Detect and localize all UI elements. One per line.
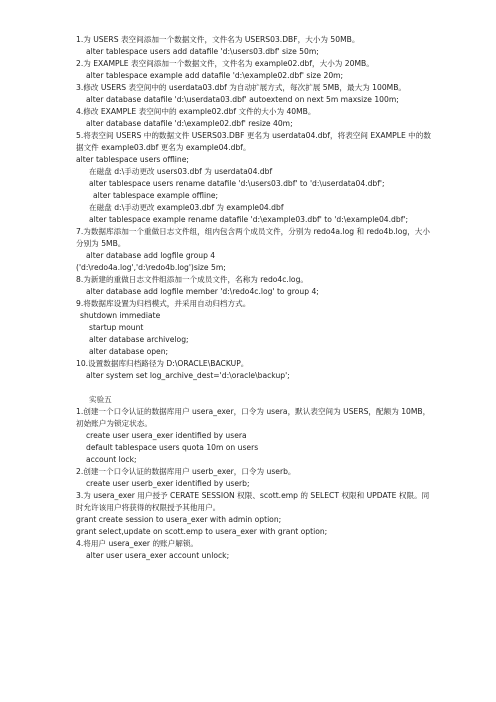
- code-line: alter tablespace users add datafile 'd:\users03.dbf' size 50m;: [86, 47, 319, 56]
- code-line: alter database archivelog;: [89, 335, 189, 344]
- code-line: alter tablespace example add datafile 'd:\example02.dbf' size 20m;: [86, 71, 344, 80]
- code-line: create user userb_exer identified by userb;: [86, 479, 250, 488]
- item-9-heading: 9.将数据库设置为归档模式，并采用自动归档方式。: [76, 299, 251, 308]
- item-1-heading: 1.为 USERS 表空间添加一个数据文件，文件名为 USERS03.DBF，大小为 50MB。: [76, 35, 360, 44]
- code-line: alter tablespace example rename datafile 'd:\example03.dbf' to 'd:\example04.dbf';: [89, 215, 409, 224]
- code-line: grant create session to usera_exer with admin option;: [76, 515, 282, 524]
- item-8-heading: 8.为新建的重做日志文件组添加一个成员文件，名称为 redo4c.log。: [76, 275, 308, 284]
- item-4-heading: 4.将用户 usera_exer 的账户解锁。: [76, 539, 199, 548]
- code-line: alter database datafile 'd:\userdata03.dbf' autoextend on next 5m maxsize 100m;: [86, 95, 399, 104]
- note-line: 在磁盘 d:\手动更改 users03.dbf 为 userdata04.dbf: [89, 167, 273, 176]
- code-line: alter tablespace users offline;: [76, 155, 189, 164]
- code-line: alter database add logfile group 4: [86, 251, 216, 260]
- item-3-heading: 3.为 usera_exer 用户授予 CERATE SESSION 权限、scott.emp 的 SELECT 权限和 UPDATE 权限。同时允许该用户将获得的权限授予其他用户。: [76, 491, 430, 512]
- code-line: alter tablespace example offline;: [93, 191, 219, 200]
- code-line: alter system set log_archive_dest='d:\oracle\backup';: [86, 371, 290, 380]
- code-line: shutdown immediate: [80, 311, 161, 320]
- item-7-heading: 7.为数据库添加一个重做日志文件组，组内包含两个成员文件，分别为 redo4a.log 和 redo4b.log，大小分别为 5MB。: [76, 227, 430, 248]
- code-line: ('d:\redo4a.log','d:\redo4b.log')size 5m;: [76, 263, 226, 272]
- item-2-heading: 2.为 EXAMPLE 表空间添加一个数据文件，文件名为 example02.dbf，大小为 20MB。: [76, 59, 374, 68]
- item-3-heading: 3.修改 USERS 表空间中的 userdata03.dbf 为自动扩展方式，每次扩展 5MB，最大为 100MB。: [76, 83, 407, 92]
- code-line: alter tablespace users rename datafile 'd:\users03.dbf' to 'd:\userdata04.dbf';: [89, 179, 385, 188]
- code-line: create user usera_exer identified by usera: [86, 431, 247, 440]
- item-4-heading: 4.修改 EXAMPLE 表空间中的 example02.dbf 文件的大小为 40MB。: [76, 107, 316, 116]
- code-line: alter database datafile 'd:\example02.dbf' resize 40m;: [86, 119, 293, 128]
- code-line: startup mount: [89, 323, 144, 332]
- code-line: account lock;: [86, 455, 137, 464]
- code-line: grant select,update on scott.emp to usera_exer with grant option;: [76, 527, 328, 536]
- code-line: alter user usera_exer account unlock;: [86, 551, 230, 560]
- section-title: 实验五: [89, 395, 112, 404]
- item-5-heading: 5.将表空间 USERS 中的数据文件 USERS03.DBF 更名为 userdata04.dbf，将表空间 EXAMPLE 中的数据文件 example03.dbf 更名为 example04.dbf。: [76, 131, 431, 152]
- item-2-heading: 2.创建一个口令认证的数据库用户 userb_exer，口令为 userb。: [76, 467, 296, 476]
- code-line: default tablespace users quota 10m on users: [86, 443, 259, 452]
- item-1-heading: 1.创建一个口令认证的数据库用户 usera_exer，口令为 usera，默认表空间为 USERS，配额为 10MB，初始账户为锁定状态。: [76, 407, 431, 428]
- code-line: alter database add logfile member 'd:\redo4c.log' to group 4;: [86, 287, 319, 296]
- item-10-heading: 10.设置数据库归档路径为 D:\ORACLE\BACKUP。: [76, 359, 249, 368]
- code-line: alter database open;: [89, 347, 169, 356]
- note-line: 在磁盘 d:\手动更改 example03.dbf 为 example04.dbf: [89, 203, 284, 212]
